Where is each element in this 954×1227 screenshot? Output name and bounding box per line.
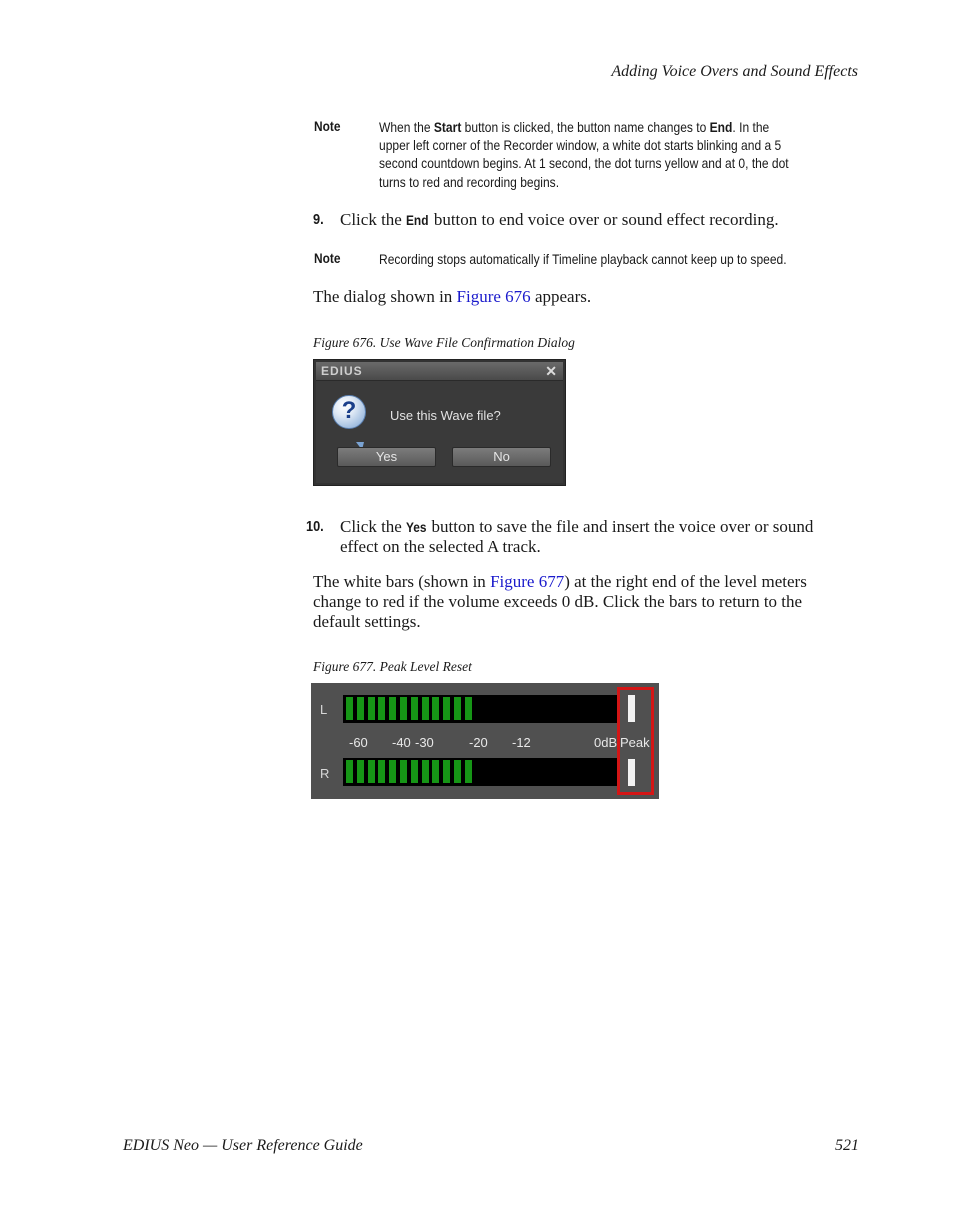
- peak-level-meter: [311, 683, 659, 799]
- scale-label: -12: [512, 735, 531, 750]
- left-meter-segment: [432, 697, 439, 720]
- left-meter-segment: [411, 697, 418, 720]
- left-meter-segment: [389, 697, 396, 720]
- right-meter-segment: [465, 760, 472, 783]
- end-button-ref: End: [406, 212, 429, 228]
- no-button[interactable]: No: [452, 447, 551, 467]
- peak-paragraph: The white bars (shown in Figure 677) at the right end of the level meters change to red if the volume exceeds 0 dB. Click the bars to return to the default settings.: [313, 572, 807, 631]
- yes-button[interactable]: Yes: [337, 447, 436, 467]
- note-text: Recording stops automatically if Timeline playback cannot keep up to speed.: [379, 251, 787, 267]
- right-meter-segment: [432, 760, 439, 783]
- right-meter-segment: [422, 760, 429, 783]
- right-meter-segment: [378, 760, 385, 783]
- scale-label: -30: [415, 735, 434, 750]
- scale-label: 0dB: [594, 735, 618, 750]
- right-meter-segment: [346, 760, 353, 783]
- peak-highlight-box: [617, 687, 654, 795]
- right-meter-segment: [400, 760, 407, 783]
- step-number: 9.: [313, 211, 324, 228]
- right-meter-segment: [411, 760, 418, 783]
- left-meter-segment: [465, 697, 472, 720]
- step-text: Click the Yes button to save the file and insert the voice over or sound effect on the selected A track.: [340, 517, 814, 556]
- scale-label: -60: [349, 735, 368, 750]
- left-channel-label: L: [320, 702, 328, 717]
- left-meter-segment: [443, 697, 450, 720]
- scale-label: -20: [469, 735, 488, 750]
- yes-button-ref: Yes: [406, 519, 427, 535]
- note-label: Note: [314, 118, 341, 134]
- right-level-meter: [343, 758, 617, 786]
- step-number: 10.: [306, 518, 324, 535]
- wave-file-dialog: [313, 359, 566, 486]
- dialog-titlebar[interactable]: [316, 362, 563, 381]
- question-icon: ?: [332, 395, 366, 429]
- note-label: Note: [314, 250, 341, 266]
- left-meter-segment: [454, 697, 461, 720]
- dialog-message: Use this Wave file?: [390, 408, 501, 423]
- scale-label: -40: [392, 735, 411, 750]
- figure-676-link[interactable]: Figure 676: [456, 287, 531, 306]
- right-meter-segment: [368, 760, 375, 783]
- right-meter-segment: [389, 760, 396, 783]
- dialog-body: [316, 381, 563, 483]
- figure-677-caption: Figure 677. Peak Level Reset: [313, 659, 472, 674]
- left-meter-segment: [378, 697, 385, 720]
- left-meter-segment: [357, 697, 364, 720]
- figure-676-caption: Figure 676. Use Wave File Confirmation Dialog: [313, 335, 575, 350]
- right-meter-segment: [454, 760, 461, 783]
- right-meter-segment: [443, 760, 450, 783]
- figure-677-link[interactable]: Figure 677: [490, 572, 565, 591]
- left-meter-segment: [368, 697, 375, 720]
- step-text: Click the End button to end voice over or sound effect recording.: [340, 210, 779, 229]
- close-icon[interactable]: ✕: [545, 363, 557, 379]
- dialog-intro: The dialog shown in Figure 676 appears.: [313, 287, 592, 306]
- note-text: When the Start button is clicked, the button name changes to End. In the upper left corner of the Recorder window, a white dot starts blinking and a 5 second countdown begins. At 1 second, the dot turns yellow and at 0, the dot turns to red and recording begins.: [379, 119, 789, 190]
- right-channel-label: R: [320, 766, 330, 781]
- left-meter-segment: [346, 697, 353, 720]
- left-level-meter: [343, 695, 617, 723]
- running-header: Adding Voice Overs and Sound Effects: [611, 63, 858, 80]
- left-meter-segment: [422, 697, 429, 720]
- left-meter-segment: [400, 697, 407, 720]
- right-meter-segment: [357, 760, 364, 783]
- dialog-title: EDIUS: [321, 364, 363, 378]
- footer-title: EDIUS Neo — User Reference Guide: [123, 1137, 363, 1154]
- scale-label: Peak: [620, 735, 650, 750]
- page-number: 521: [835, 1137, 859, 1154]
